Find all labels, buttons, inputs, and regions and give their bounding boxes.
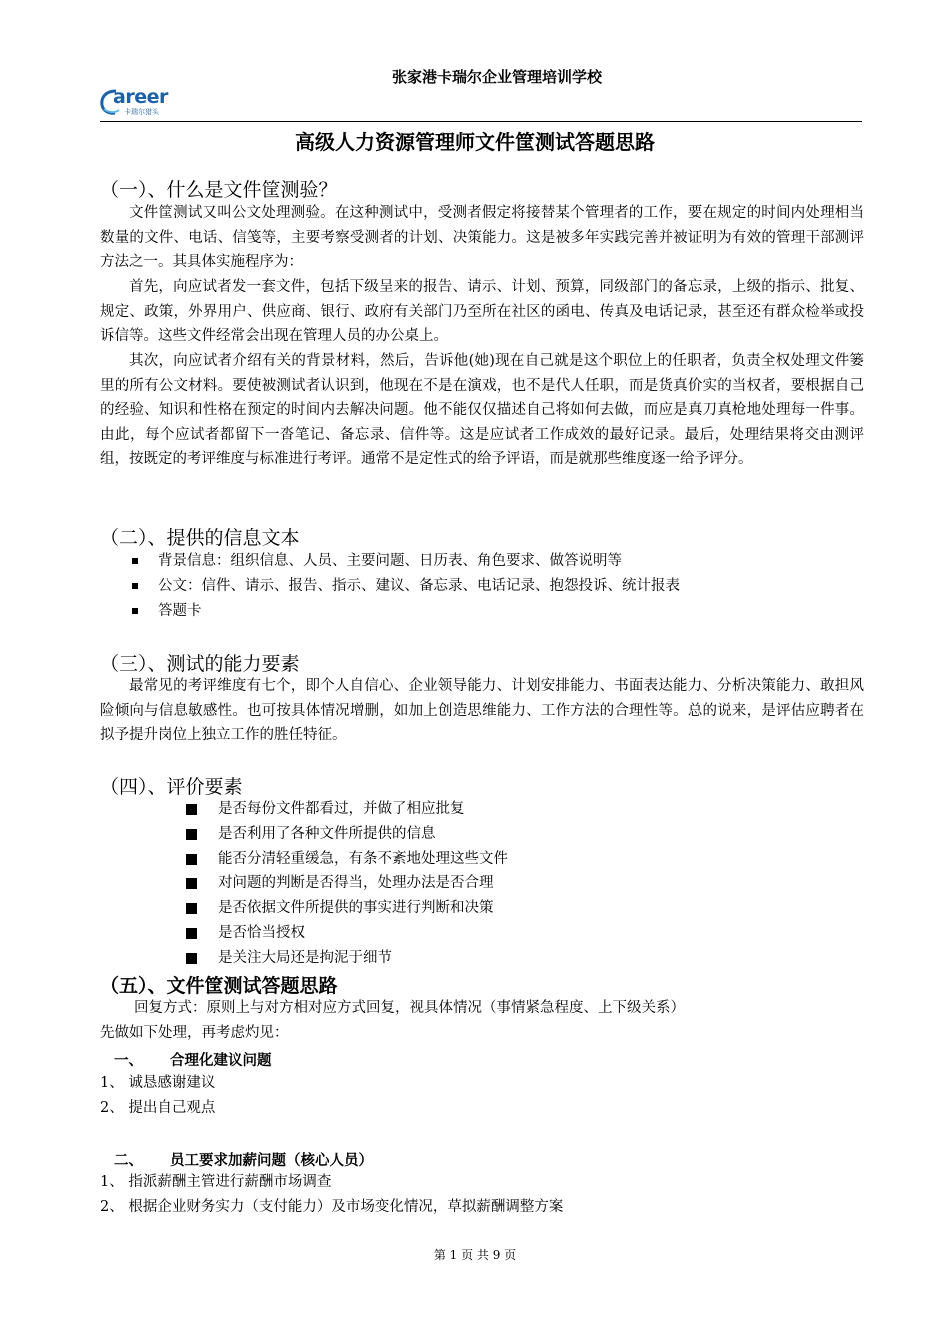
career-logo: [100, 86, 166, 118]
reply-method-line: 回复方式：原则上与对方相对应方式回复，视具体情况（事情紧急程度、上下级关系）: [134, 1000, 685, 1016]
list-item: 是否每份文件都看过，并做了相应批复: [184, 797, 508, 822]
reply-method-continuation: 先做如下处理，再考虑灼见：: [100, 1025, 289, 1041]
section-2-heading: （二）、提供的信息文本: [100, 527, 300, 549]
section-3-paragraph: 最常见的考评维度有七个，即个人自信心、企业领导能力、计划安排能力、书面表达能力、分析决策能力、敢担风险倾向与信息敏感性。也可按具体情况增删，如加上创造思维能力、工作方法的合理性等。总的说来，是评估应聘者在拟予提升岗位上独立工作的胜任特征。: [100, 678, 864, 744]
info-text-list: [124, 549, 680, 623]
list-item: 是否依据文件所提供的事实进行判断和决策: [184, 896, 508, 921]
list-item: 能否分清轻重缓急，有条不紊地处理这些文件: [184, 847, 508, 872]
list-item: 答题卡: [124, 599, 680, 624]
section-3-heading: （三）、测试的能力要素: [100, 653, 300, 675]
subsection-number: 二、: [114, 1153, 143, 1169]
section-1-paragraph-2: 首先，向应试者发一套文件，包括下级呈来的报告、请示、计划、预算，同级部门的备忘录，上级的指示、批复、规定、政策，外界用户、供应商、银行、政府有关部门乃至所在社区的函电、传真及电话记录，甚至还有群众检举或投诉信等。这些文件经常会出现在管理人员的办公桌上。: [100, 279, 864, 345]
list-item: 是否利用了各种文件所提供的信息: [184, 822, 508, 847]
section-1-paragraph-1: 文件筐测试又叫公文处理测验。在这种测试中，受测者假定将接替某个管理者的工作，要在规定的时间内处理相当数量的文件、电话、信笺等，主要考察受测者的计划、决策能力。这是被多年实践完善并被证明为有效的管理干部测评方法之一。其具体实施程序为：: [100, 205, 864, 271]
section-1-paragraph-3: 其次，向应试者介绍有关的背景材料，然后，告诉他(她)现在自己就是这个职位上的任职者，负责全权处理文件篓里的所有公文材料。要使被测试者认识到，他现在不是在演戏，也不是代人任职，而是货真价实的当权者，要根据自己的经验、知识和性格在预定的时间内去解决问题。他不能仅仅描述自己将如何去做，而应是真刀真枪地处理每一件事。由此，每个应试者都留下一沓笔记、备忘录、信件等。这是应试者工作成效的最好记录。最后，处理结果将交由测评组，按既定的考评维度与标准进行考评。通常不是定性式的给予评语，而是就那些维度逐一给予评分。: [100, 353, 864, 468]
list-item: 对问题的判断是否得当，处理办法是否合理: [184, 871, 508, 896]
list-item: 背景信息：组织信息、人员、主要问题、日历表、角色要求、做答说明等: [124, 549, 680, 574]
list-item: 1、 指派薪酬主管进行薪酬市场调查: [100, 1174, 332, 1190]
subsection-title: 员工要求加薪问题（核心人员）: [170, 1153, 373, 1169]
list-item: 是否恰当授权: [184, 921, 508, 946]
list-item: 公文：信件、请示、报告、指示、建议、备忘录、电话记录、抱怨投诉、统计报表: [124, 574, 680, 599]
subsection-number: 一、: [114, 1053, 143, 1069]
section-1-heading: （一）、什么是文件筐测验？: [100, 179, 338, 201]
list-item: 是关注大局还是拘泥于细节: [184, 946, 508, 971]
subsection-1-heading: [114, 1049, 272, 1070]
subsection-2-heading: [114, 1149, 373, 1170]
logo-wordmark: areer: [113, 86, 168, 108]
section-5-heading: （五）、文件筐测试答题思路: [100, 975, 338, 997]
header-divider: [100, 121, 862, 122]
section-4-heading: （四）、评价要素: [100, 776, 243, 798]
logo-subtitle: 卡瑞尔猎头: [124, 108, 159, 116]
list-item: 1、 诚恳感谢建议: [100, 1075, 216, 1091]
list-item: 2、 提出自己观点: [100, 1100, 216, 1116]
list-item: 2、 根据企业财务实力（支付能力）及市场变化情况，草拟薪酬调整方案: [100, 1199, 564, 1215]
subsection-title: 合理化建议问题: [170, 1053, 272, 1069]
page-number: 第 1 页 共 9 页: [433, 1248, 517, 1262]
school-name: 张家港卡瑞尔企业管理培训学校: [392, 68, 603, 86]
evaluation-list: [184, 797, 508, 971]
document-title: 高级人力资源管理师文件筐测试答题思路: [295, 130, 655, 154]
